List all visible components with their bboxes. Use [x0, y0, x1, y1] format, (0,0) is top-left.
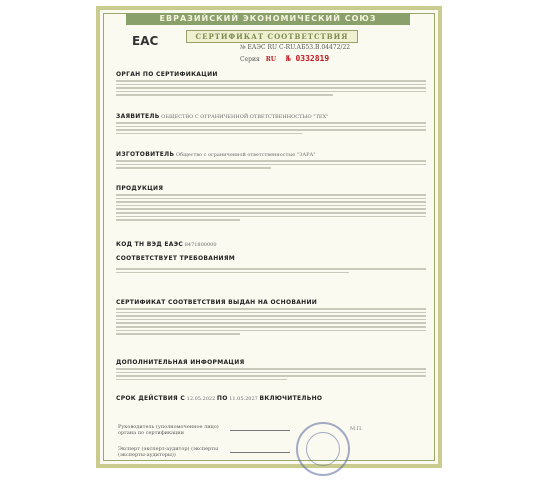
- code-value: 8471800000: [184, 242, 217, 248]
- validity-to: 11.05.2027: [229, 396, 258, 402]
- mp-label: М.П.: [350, 426, 363, 432]
- applicant-section: [116, 114, 426, 134]
- validity-section: [116, 396, 426, 402]
- certificate-number: № ЕАЭС RU С-RU.АБ53.В.04472/22: [239, 44, 351, 51]
- applicant-heading: ЗАЯВИТЕЛЬ: [116, 113, 160, 120]
- extra-heading: ДОПОЛНИТЕЛЬНАЯ ИНФОРМАЦИЯ: [116, 359, 245, 366]
- code-heading: КОД ТН ВЭД ЕАЭС: [116, 241, 184, 248]
- organ-heading: ОРГАН ПО СЕРТИФИКАЦИИ: [116, 71, 218, 78]
- product-heading: ПРОДУКЦИЯ: [116, 185, 164, 192]
- series-label: Серия: [240, 56, 260, 63]
- applicant-name: ОБЩЕСТВО С ОГРАНИЧЕННОЙ ОТВЕТСТВЕННОСТЬЮ "ТЕХ": [161, 114, 329, 120]
- extra-section: [116, 360, 426, 380]
- requirements-section: [116, 256, 426, 273]
- certificate-page: [96, 6, 442, 468]
- serial-number: № 0332819: [285, 54, 330, 63]
- manufacturer-heading: ИЗГОТОВИТЕЛЬ: [116, 151, 175, 158]
- product-section: [116, 186, 426, 221]
- expert-signature-label: Эксперт (эксперт-аудитор) (эксперты (эксперты-аудиторы)): [118, 446, 218, 458]
- inclusive-label: ВКЛЮЧИТЕЛЬНО: [259, 395, 323, 402]
- manufacturer-name: Общество с ограниченной ответственностью "ЗАРА": [175, 152, 316, 158]
- certificate-title: СЕРТИФИКАТ СООТВЕТСТВИЯ: [186, 30, 358, 43]
- basis-heading: СЕРТИФИКАТ СООТВЕТСТВИЯ ВЫДАН НА ОСНОВАНИИ: [116, 299, 318, 306]
- eac-logo: EAC: [132, 34, 159, 48]
- head-signature-label: Руководитель (уполномоченное лицо) органа по сертификации: [118, 424, 219, 436]
- basis-section: [116, 300, 426, 335]
- validity-to-label: ПО: [216, 395, 228, 402]
- head-signature-line: [230, 430, 290, 431]
- series-code: RU: [265, 56, 276, 63]
- seal-stamp: [296, 422, 350, 476]
- expert-signature-line: [230, 452, 290, 453]
- validity-heading: СРОК ДЕЙСТВИЯ С: [116, 395, 186, 402]
- requirements-heading: СООТВЕТСТВУЕТ ТРЕБОВАНИЯМ: [116, 255, 236, 262]
- series-line: [240, 54, 329, 63]
- code-section: [116, 242, 426, 248]
- validity-from: 12.05.2022: [186, 396, 216, 402]
- union-banner: ЕВРАЗИЙСКИЙ ЭКОНОМИЧЕСКИЙ СОЮЗ: [126, 13, 410, 25]
- manufacturer-section: [116, 152, 426, 169]
- organ-section: [116, 72, 426, 96]
